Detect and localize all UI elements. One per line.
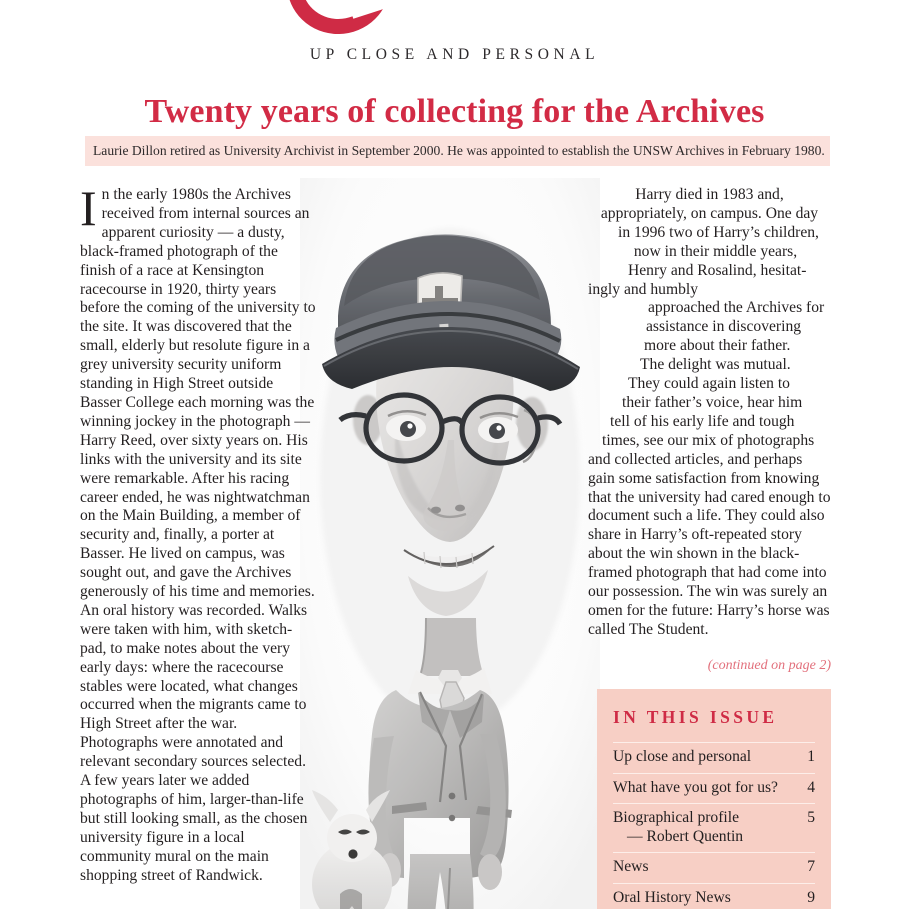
toc-entry-page: 5 [807, 809, 815, 828]
in-this-issue-box [597, 689, 831, 909]
right-column-line: assistance in discovering [588, 318, 831, 337]
right-column-line: more about their father. [588, 337, 831, 356]
right-column-line: approached the Archives for [588, 299, 831, 318]
in-this-issue-title: IN THIS ISSUE [613, 707, 815, 728]
article-illustration [300, 178, 600, 909]
caricature-illustration-svg [300, 178, 600, 909]
article-headline: Twenty years of collecting for the Archives [0, 93, 909, 131]
toc-entry[interactable] [613, 742, 815, 773]
toc-entry-page: 7 [807, 858, 815, 877]
toc-entry-label: Oral History News [613, 889, 741, 908]
right-column-line: Harry died in 1983 and, [588, 186, 831, 205]
right-column-line: They could again listen to [588, 375, 831, 394]
right-column-line: in 1996 two of Harry’s children, [588, 224, 831, 243]
toc-entry[interactable] [613, 852, 815, 883]
toc-entry-label: Up close and personal [613, 748, 761, 767]
article-left-column [80, 186, 317, 886]
toc-entry-subtitle: — Robert Quentin [613, 828, 743, 847]
right-column-wrapped-block [588, 186, 831, 451]
article-kicker: UP CLOSE AND PERSONAL [0, 46, 909, 64]
right-column-line: their father’s voice, hear him [588, 394, 831, 413]
toc-entry-page: 9 [807, 889, 815, 908]
left-column-text: n the early 1980s the Archives received from internal sources an apparent curiosity — a dusty, black-framed photograph of the finish of a race at Kensington racecourse in 1920, thirty years before the coming of the university to the site. It was discovered that the small, elderly but resolute figure in a grey university security uniform standing in High Street outside Basser College each morning was the winning jockey in the photograph — Harry Reed, over sixty years on. His links with the university and its site were remarkable. After his racing career ended, he was nightwatchman on the Main Building, a member of security and, finally, a porter at Basser. He lived on campus, was sought out, and gave the Archives generously of his time and memories. An oral history was recorded. Walks were taken with him, with sketch-pad, to make notes about the very early days: where the racecourse stables were located, what changes occurred when the migrants came to High Street after the war. Photographs were annotated and relevant secondary sources selected. A few years later we added photographs of him, larger-than-life but still looking small, as the chosen university figure in a local community mural on the main shopping street of Randwick. [80, 186, 316, 884]
toc-entry[interactable] [613, 803, 815, 852]
toc-entry-label: News [613, 858, 659, 877]
toc-entry[interactable] [613, 883, 815, 913]
article-right-column [588, 186, 831, 676]
right-column-line: ingly and humbly [588, 281, 831, 300]
drop-cap: I [80, 186, 102, 228]
right-column-line: appropriately, on campus. One day [588, 205, 831, 224]
toc-entry-page: 4 [807, 779, 815, 798]
right-column-line: times, see our mix of photographs [588, 432, 831, 451]
standfirst-text: Laurie Dillon retired as University Archivist in September 2000. He was appointed to establish the UNSW Archives in February 1980. [93, 144, 825, 158]
masthead-remnant [0, 0, 909, 34]
left-column-paragraph [80, 186, 317, 886]
toc-entry-title: Biographical profile [613, 809, 739, 826]
toc-entry[interactable] [613, 773, 815, 804]
toc-entry-label: What have you got for us? [613, 779, 788, 798]
right-column-line: tell of his early life and tough [588, 413, 831, 432]
continued-note: (continued on page 2) [588, 657, 831, 676]
toc-entry-label [613, 809, 753, 846]
right-column-text: and collected articles, and perhaps gain some satisfaction from knowing that the university had cared enough to document such a life. They could also share in Harry’s oft-repeated story about the win shown in the black-framed photograph that had come into our possession. The win was surely an omen for the future: Harry’s horse was called The Student. [588, 451, 831, 640]
right-column-line: Henry and Rosalind, hesitat- [588, 262, 831, 281]
right-column-line: The delight was mutual. [588, 356, 831, 375]
right-column-line: now in their middle years, [588, 243, 831, 262]
standfirst-banner [85, 136, 830, 166]
toc-entry-page: 1 [807, 748, 815, 767]
